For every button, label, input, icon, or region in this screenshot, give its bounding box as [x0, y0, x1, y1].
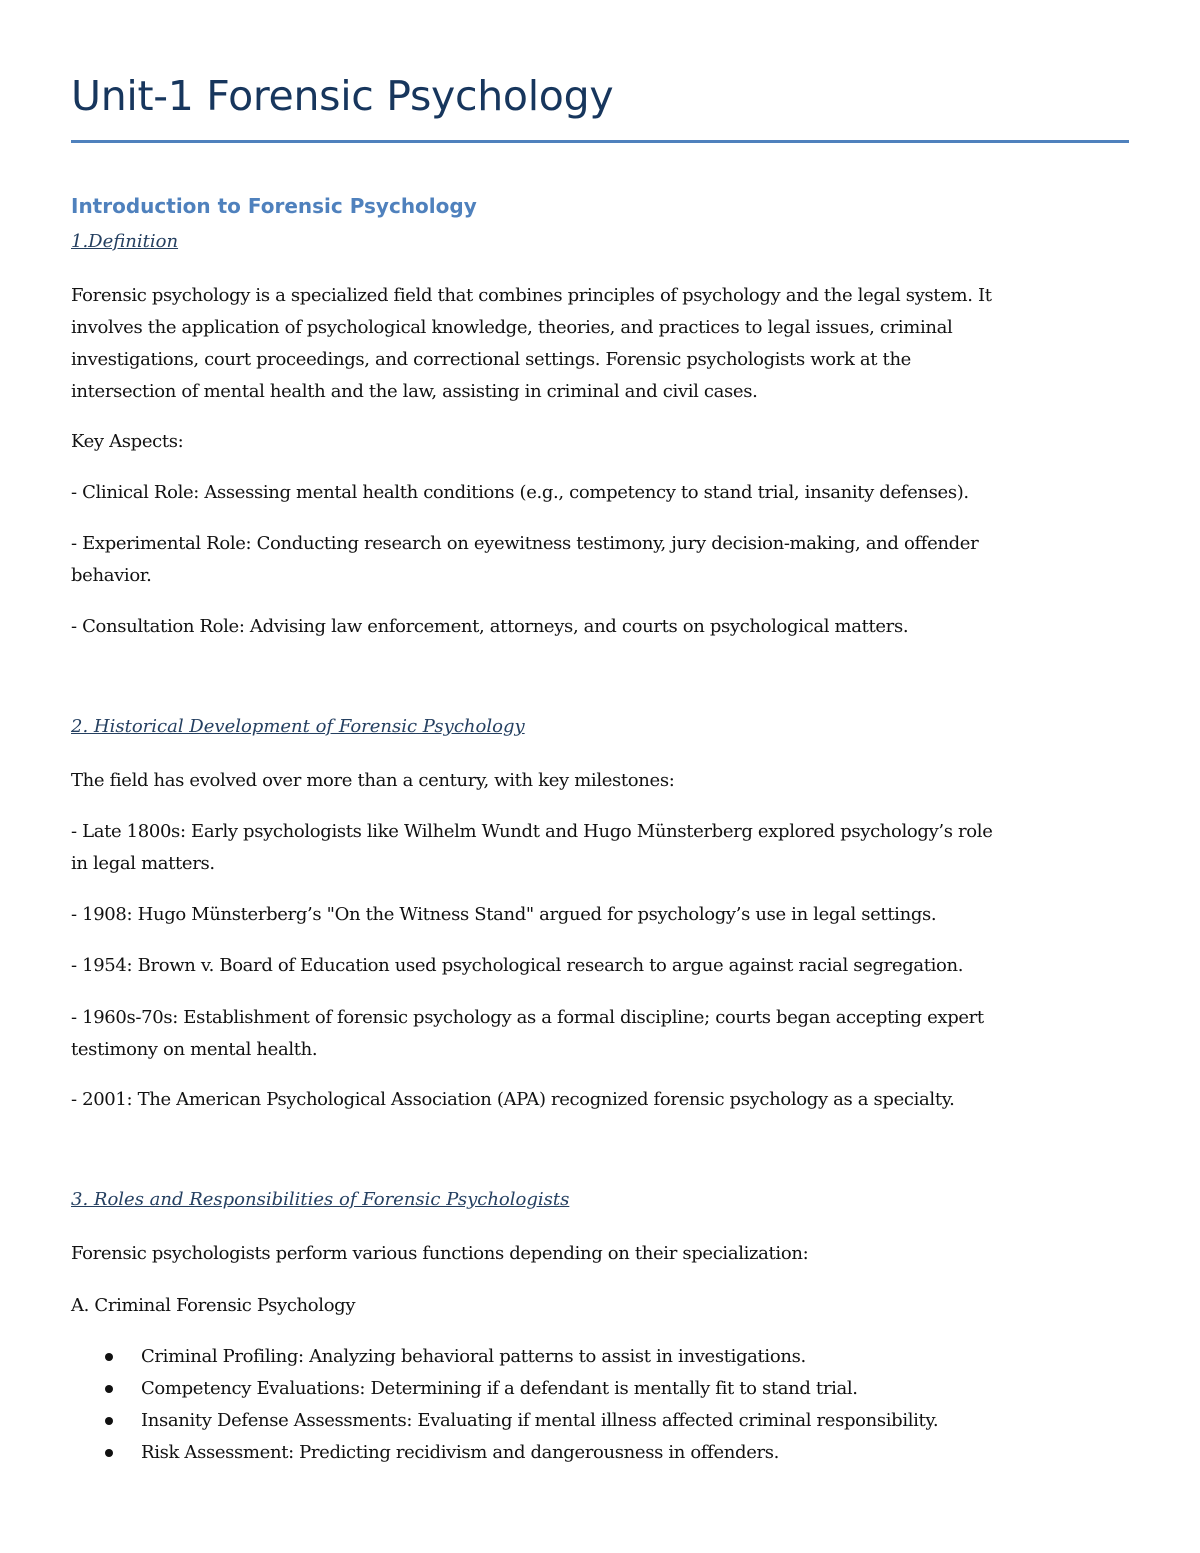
section-title-definition: 1.Definition: [71, 231, 179, 252]
list-item-text: Criminal Profiling: Analyzing behavioral patterns to assist in investigations.: [141, 1346, 806, 1367]
list-item-text: Insanity Defense Assessments: Evaluating if mental illness affected criminal responsibility.: [141, 1410, 939, 1431]
list-item-text: Risk Assessment: Predicting recidivism and dangerousness in offenders.: [141, 1442, 780, 1463]
clinical-role-item: - Clinical Role: Assessing mental health conditions (e.g., competency to stand trial, insanity defenses).: [71, 482, 969, 503]
subsection-criminal-forensic: A. Criminal Forensic Psychology: [71, 1295, 356, 1316]
consultation-role-item: - Consultation Role: Advising law enforcement, attorneys, and courts on psychological matters.: [71, 616, 909, 637]
paragraph-line: involves the application of psychological knowledge, theories, and practices to legal issues, criminal: [71, 317, 953, 338]
roles-intro: Forensic psychologists perform various functions depending on their specialization:: [71, 1243, 809, 1264]
milestone-2001: - 2001: The American Psychological Association (APA) recognized forensic psychology as a specialty.: [71, 1089, 955, 1110]
milestone-1954: - 1954: Brown v. Board of Education used psychological research to argue against racial segregation.: [71, 955, 964, 976]
title-underline-rule: [71, 140, 1129, 143]
bullet-dot-icon: [105, 1353, 113, 1361]
bullet-dot-icon: [105, 1417, 113, 1425]
paragraph-line: Forensic psychology is a specialized field that combines principles of psychology and the legal system. It: [71, 285, 992, 306]
milestone-1908: - 1908: Hugo Münsterberg’s "On the Witness Stand" argued for psychology’s use in legal settings.: [71, 904, 937, 925]
list-item: [71, 1405, 1129, 1437]
list-item-text: Competency Evaluations: Determining if a defendant is mentally fit to stand trial.: [141, 1378, 858, 1399]
list-item: [71, 1373, 1129, 1405]
bullet-dot-icon: [105, 1449, 113, 1457]
document-title: Unit-1 Forensic Psychology: [71, 72, 614, 120]
experimental-role-item: - Experimental Role: Conducting research on eyewitness testimony, jury decision-making, and offender behavior.: [71, 533, 979, 586]
section-heading-introduction: Introduction to Forensic Psychology: [71, 194, 477, 218]
milestone-late-1800s: - Late 1800s: Early psychologists like Wilhelm Wundt and Hugo Münsterberg explored psychology’s role in legal matters.: [71, 821, 993, 874]
section-title-historical-development: 2. Historical Development of Forensic Psychology: [71, 716, 525, 737]
paragraph-line: investigations, court proceedings, and correctional settings. Forensic psychologists work at the: [71, 349, 911, 370]
bullet-dot-icon: [105, 1385, 113, 1393]
criminal-forensic-bullet-list: [71, 1341, 1129, 1469]
section-title-roles-responsibilities: 3. Roles and Responsibilities of Forensic Psychologists: [71, 1189, 570, 1210]
milestone-1960s-70s: - 1960s-70s: Establishment of forensic psychology as a formal discipline; courts began accepting expert testimony on mental health.: [71, 1007, 984, 1060]
definition-paragraph: [71, 280, 1129, 408]
list-item: [71, 1437, 1129, 1469]
historical-intro: The field has evolved over more than a century, with key milestones:: [71, 770, 675, 791]
paragraph-line: intersection of mental health and the law, assisting in criminal and civil cases.: [71, 381, 758, 402]
key-aspects-label: Key Aspects:: [71, 431, 184, 452]
list-item: [71, 1341, 1129, 1373]
